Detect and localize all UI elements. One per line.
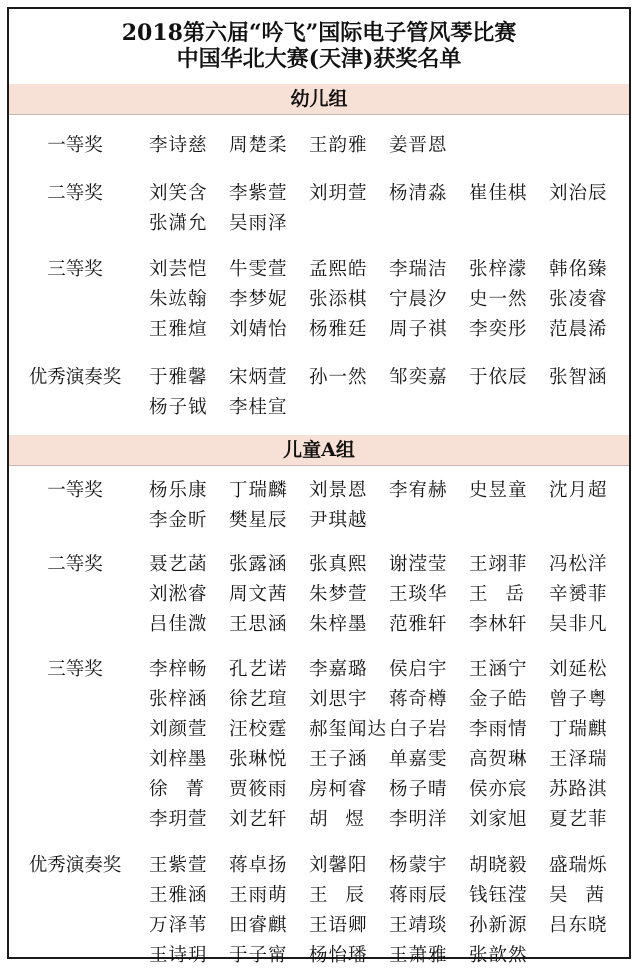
- winner-name: 刘延松: [549, 659, 608, 680]
- winner-name: 李宥赫: [389, 480, 448, 501]
- winner-name: 李明洋: [389, 809, 448, 830]
- winner-name: 崔佳棋: [469, 183, 528, 204]
- winner-name: 蒋雨辰: [389, 885, 448, 906]
- winner-name: 杨雅廷: [309, 319, 368, 340]
- winner-name: 李奕彤: [469, 319, 528, 340]
- winner-name: 王翊菲: [469, 554, 528, 575]
- winner-name: 夏艺菲: [549, 809, 608, 830]
- winner-name: 刘颜萱: [149, 719, 208, 740]
- winner-name: 曾子粤: [549, 689, 608, 710]
- winner-name: 史昱童: [469, 480, 528, 501]
- winner-names: [149, 255, 625, 345]
- award-section: [9, 179, 629, 239]
- winner-name: 谢滢莹: [389, 554, 448, 575]
- group-spacer: [9, 423, 629, 435]
- winner-name: 姜晋恩: [389, 135, 448, 156]
- winner-name: 李玥萱: [149, 809, 208, 830]
- winner-names: [149, 179, 625, 239]
- winner-name: 李梓畅: [149, 659, 208, 680]
- winner-name: 胡煜: [309, 809, 383, 830]
- winner-name: 王紫萱: [149, 855, 208, 876]
- winner-name: 刘淞睿: [149, 584, 208, 605]
- winner-name: 吕东晓: [549, 915, 608, 936]
- award-label: 二等奖: [47, 183, 103, 204]
- winner-name: 田睿麒: [229, 915, 288, 936]
- award-list-sheet: [7, 7, 631, 966]
- winner-name: 于依辰: [469, 367, 528, 388]
- winner-name: 孙新源: [469, 915, 528, 936]
- winner-name: 史一然: [469, 289, 528, 310]
- winner-name: 贾筱雨: [229, 779, 288, 800]
- winner-name: 王思涵: [229, 614, 288, 635]
- winner-name: 辛赟菲: [549, 584, 608, 605]
- winner-name: 金子皓: [469, 689, 528, 710]
- winner-name: 王雅涵: [149, 885, 208, 906]
- award-label: 三等奖: [47, 659, 103, 680]
- winner-name: 刘玥萱: [309, 183, 368, 204]
- winner-name: 王涵宁: [469, 659, 528, 680]
- award-label: 一等奖: [47, 135, 103, 156]
- winner-name: 朱梦萱: [309, 584, 368, 605]
- winner-name: 刘梓墨: [149, 749, 208, 770]
- winner-name: 蒋卓扬: [229, 855, 288, 876]
- winner-name: 杨怡璠: [309, 945, 368, 966]
- winner-name: 聂艺菡: [149, 554, 208, 575]
- winner-name: 樊星辰: [229, 510, 288, 531]
- winner-name: 吴雨泽: [229, 213, 288, 234]
- winner-name: 刘芸恺: [149, 259, 208, 280]
- winner-names: [149, 363, 625, 423]
- award-section: [9, 550, 629, 640]
- award-section: [9, 255, 629, 345]
- winner-name: 尹琪越: [309, 510, 368, 531]
- award-section: [9, 131, 629, 161]
- winner-name: 孙一然: [309, 367, 368, 388]
- winner-name: 李雨情: [469, 719, 528, 740]
- winner-name: 孟熙皓: [309, 259, 368, 280]
- winner-name: 李金昕: [149, 510, 208, 531]
- winner-name: 刘馨阳: [309, 855, 368, 876]
- winner-name: 张露涵: [229, 554, 288, 575]
- award-label: 二等奖: [47, 554, 103, 575]
- winner-name: 张真熙: [309, 554, 368, 575]
- award-section: [9, 363, 629, 423]
- winner-name: 万泽苇: [149, 915, 208, 936]
- winner-name: 单嘉雯: [389, 749, 448, 770]
- winner-names: [149, 550, 625, 640]
- winner-name: 徐菁: [149, 779, 223, 800]
- winner-name: 李桂宣: [229, 397, 288, 418]
- group-divider: [9, 114, 629, 115]
- winner-name: 胡晓毅: [469, 855, 528, 876]
- winner-name: 刘家旭: [469, 809, 528, 830]
- winner-name: 丁瑞麒: [549, 719, 608, 740]
- winner-name: 王语卿: [309, 915, 368, 936]
- winner-name: 沈月超: [549, 480, 608, 501]
- winner-name: 杨蒙宇: [389, 855, 448, 876]
- winner-name: 高贺琳: [469, 749, 528, 770]
- winner-name: 范晨浠: [549, 319, 608, 340]
- winner-name: 郝玺闻达: [309, 719, 388, 740]
- winner-name: 朱梓墨: [309, 614, 368, 635]
- winner-name: 刘治辰: [549, 183, 608, 204]
- winner-name: 杨子晴: [389, 779, 448, 800]
- winner-name: 徐艺瑄: [229, 689, 288, 710]
- award-section: [9, 655, 629, 835]
- winner-name: 于子甯: [229, 945, 288, 966]
- winner-name: 张添棋: [309, 289, 368, 310]
- winner-name: 房柯睿: [309, 779, 368, 800]
- winner-name: 孔艺诺: [229, 659, 288, 680]
- award-label: 优秀演奏奖: [28, 855, 122, 876]
- winner-name: 王泽瑞: [549, 749, 608, 770]
- award-label: 优秀演奏奖: [28, 367, 122, 388]
- winner-name: 杨子钺: [149, 397, 208, 418]
- winner-name: 刘笑含: [149, 183, 208, 204]
- winner-name: 王诗玥: [149, 945, 208, 966]
- winner-name: 王子涵: [309, 749, 368, 770]
- winner-name: 王雨萌: [229, 885, 288, 906]
- award-section: [9, 851, 629, 971]
- group-header: 儿童A组: [9, 435, 629, 465]
- winner-name: 刘景恩: [309, 480, 368, 501]
- winner-name: 吴非凡: [549, 614, 608, 635]
- winner-name: 王韵雅: [309, 135, 368, 156]
- winner-name: 宋炳萱: [229, 367, 288, 388]
- winner-name: 蒋奇樽: [389, 689, 448, 710]
- winner-name: 张凌睿: [549, 289, 608, 310]
- winner-name: 白子岩: [389, 719, 448, 740]
- winner-names: [149, 851, 625, 971]
- winner-name: 李梦妮: [229, 289, 288, 310]
- award-section: [9, 476, 629, 536]
- winner-name: 王靖琰: [389, 915, 448, 936]
- winner-name: 汪校霆: [229, 719, 288, 740]
- winner-name: 牛雯萱: [229, 259, 288, 280]
- winner-name: 钱钰滢: [469, 885, 528, 906]
- winner-name: 宁晨汐: [389, 289, 448, 310]
- award-label: 一等奖: [47, 480, 103, 501]
- winner-names: [149, 476, 625, 536]
- title-line-1: 2018第六届“吟飞”国际电子管风琴比赛: [121, 20, 517, 46]
- document-title: [9, 9, 629, 72]
- winner-name: 刘婧怡: [229, 319, 288, 340]
- winner-name: 吕佳溦: [149, 614, 208, 635]
- winner-name: 王雅煊: [149, 319, 208, 340]
- winner-name: 周子祺: [389, 319, 448, 340]
- winner-name: 张智涵: [549, 367, 608, 388]
- winner-name: 盛瑞烁: [549, 855, 608, 876]
- winner-name: 冯松洋: [549, 554, 608, 575]
- winner-name: 韩佲臻: [549, 259, 608, 280]
- winner-name: 李嘉璐: [309, 659, 368, 680]
- winner-name: 李林轩: [469, 614, 528, 635]
- winner-name: 周文茜: [229, 584, 288, 605]
- group-header: 幼儿组: [9, 84, 629, 114]
- winner-name: 李紫萱: [229, 183, 288, 204]
- winner-name: 刘艺轩: [229, 809, 288, 830]
- winner-names: [149, 131, 625, 161]
- winner-name: 杨乐康: [149, 480, 208, 501]
- winner-name: 王辰: [309, 885, 383, 906]
- winner-name: 杨清淼: [389, 183, 448, 204]
- winner-name: 张歆然: [469, 945, 528, 966]
- title-line-2: 中国华北大赛(天津)获奖名单: [176, 46, 462, 72]
- group-divider: [9, 465, 629, 466]
- winner-name: 刘思宇: [309, 689, 368, 710]
- winner-name: 王岳: [469, 584, 543, 605]
- winner-name: 于雅馨: [149, 367, 208, 388]
- award-groups: [9, 84, 629, 971]
- winner-name: 侯亦宸: [469, 779, 528, 800]
- winner-name: 张潇允: [149, 213, 208, 234]
- winner-name: 苏路淇: [549, 779, 608, 800]
- winner-name: 吴茜: [549, 885, 623, 906]
- winner-name: 张琳悦: [229, 749, 288, 770]
- winner-name: 王萧雅: [389, 945, 448, 966]
- winner-name: 范雅轩: [389, 614, 448, 635]
- winner-names: [149, 655, 625, 835]
- winner-name: 李瑞洁: [389, 259, 448, 280]
- winner-name: 周楚柔: [229, 135, 288, 156]
- winner-name: 丁瑞麟: [229, 480, 288, 501]
- winner-name: 朱竑翰: [149, 289, 208, 310]
- winner-name: 张梓涵: [149, 689, 208, 710]
- winner-name: 张梓濛: [469, 259, 528, 280]
- winner-name: 李诗慈: [149, 135, 208, 156]
- award-label: 三等奖: [47, 259, 103, 280]
- winner-name: 侯启宇: [389, 659, 448, 680]
- winner-name: 邹奕嘉: [389, 367, 448, 388]
- winner-name: 王琰华: [389, 584, 448, 605]
